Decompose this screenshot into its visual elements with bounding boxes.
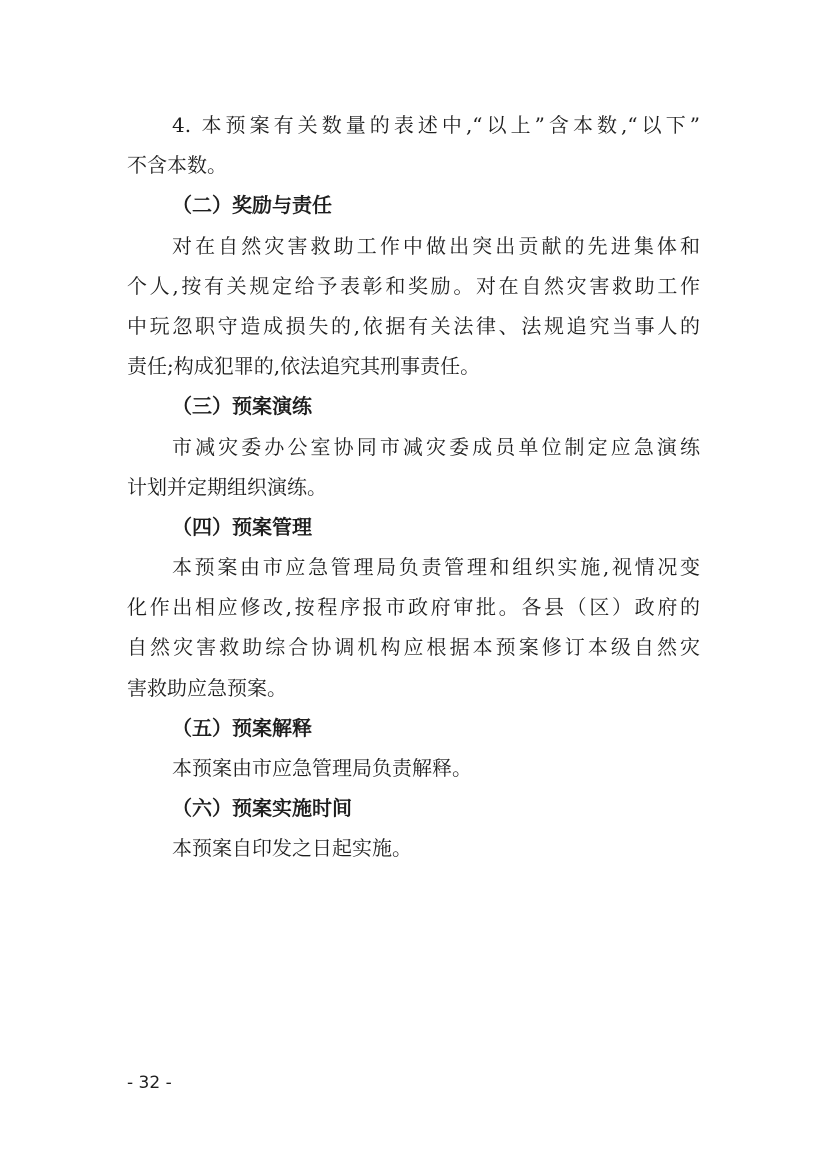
section-4-line-4: 害救助应急预案。 [127,675,287,700]
section-2-heading: （二）奖励与责任 [172,193,332,218]
section-2-line-4: 责任;构成犯罪的,依法追究其刑事责任。 [127,354,481,379]
section-2-line-1: 对在自然灾害救助工作中做出突出贡献的先进集体和 [172,233,700,258]
section-5-line-1: 本预案由市应急管理局负责解释。 [172,756,472,780]
section-4-line-3: 自然灾害救助综合协调机构应根据本预案修订本级自然灾 [127,635,700,660]
section-4-line-1: 本预案由市应急管理局负责管理和组织实施,视情况变 [172,555,700,580]
section-4-heading: （四）预案管理 [172,514,312,539]
section-5-heading: （五）预案解释 [172,715,312,740]
section-3-line-2: 计划并定期组织演练。 [127,474,327,499]
section-3-line-1: 市减灾委办公室协同市减灾委成员单位制定应急演练 [172,434,700,459]
section-3-heading: （三）预案演练 [172,394,312,419]
page-number: - 32 - [127,1073,172,1093]
document-body [127,105,700,869]
clause-4-line-1: 4. 本预案有关数量的表述中,“以上”含本数,“以下” [172,113,700,137]
section-6-heading: （六）预案实施时间 [172,796,352,821]
section-4-line-2: 化作出相应修改,按程序报市政府审批。各县（区）政府的 [127,595,700,620]
section-2-line-2: 个人,按有关规定给予表彰和奖励。对在自然灾害救助工作 [127,273,700,298]
clause-4-line-2: 不含本数。 [127,153,227,178]
section-6-line-1: 本预案自印发之日起实施。 [172,836,412,861]
section-2-line-3: 中玩忽职守造成损失的,依据有关法律、法规追究当事人的 [127,313,700,338]
